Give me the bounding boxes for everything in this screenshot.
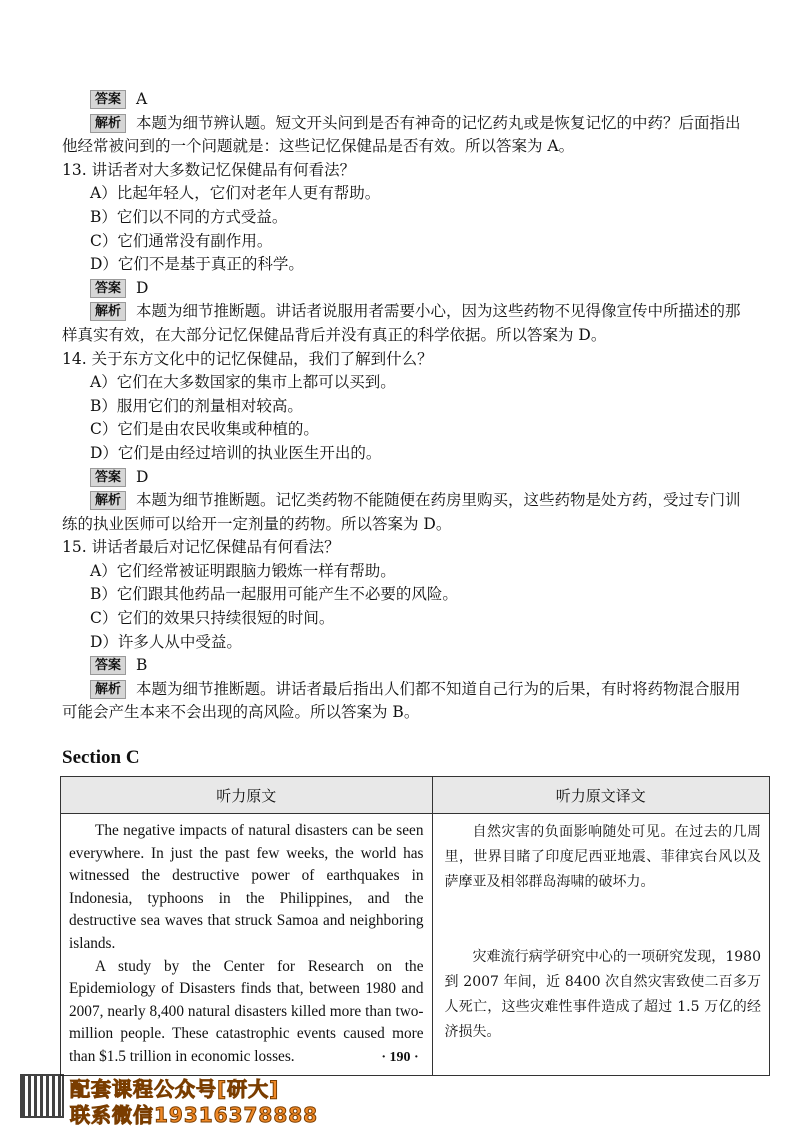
question-stem: 15. 讲话者最后对记忆保健品有何看法？ xyxy=(62,538,340,557)
analysis-line xyxy=(62,135,774,159)
answer-line xyxy=(62,277,774,301)
option-item: A）它们在大多数国家的集市上都可以买到。 xyxy=(90,373,396,392)
option-item: C）它们的效果只持续很短的时间。 xyxy=(90,609,335,628)
option-item: D）它们是由经过培训的执业医生开出的。 xyxy=(90,443,382,462)
analysis-paragraph xyxy=(62,300,774,347)
option-item: B）它们以不同的方式受益。 xyxy=(90,207,288,226)
translation-paragraph: 自然灾害的负面影响随处可见。在过去的几周里，世界目睹了印度尼西亚地震、菲律宾台风以及萨摩亚及相邻群岛海啸的破坏力。 xyxy=(444,824,761,890)
option-item: B）服用它们的剂量相对较高。 xyxy=(90,396,303,415)
analysis-tag: 解析 xyxy=(90,680,126,699)
page-number: · 190 · xyxy=(381,1050,419,1065)
qr-code-icon xyxy=(20,1074,64,1118)
option-item: D）它们不是基于真正的科学。 xyxy=(90,255,304,274)
option-item: C）它们是由农民收集或种植的。 xyxy=(90,420,319,439)
analysis-line xyxy=(62,489,774,513)
answer-line xyxy=(62,88,774,112)
page-content xyxy=(62,88,774,795)
analysis-text: 本题为细节推断题。讲话者最后指出人们都不知道自己行为的后果，有时将药物混合服用 xyxy=(136,679,741,698)
analysis-text: 可能会产生本来不会出现的高风险。所以答案为 B。 xyxy=(62,703,420,722)
question-stem: 13. 讲话者对大多数记忆保健品有何看法？ xyxy=(62,160,356,179)
qa-blocks xyxy=(62,88,774,725)
analysis-line xyxy=(62,513,774,537)
translation-paragraph: 灾难流行病学研究中心的一项研究发现，1980 到 2007 年间，近 8400 次自然灾害致使二百多万人死亡，这些灾难性事件造成了超过 1.5 万亿的经济损失。 xyxy=(444,949,761,1040)
analysis-tag: 解析 xyxy=(90,302,126,321)
analysis-text: 练的执业医师可以给开一定剂量的药物。所以答案为 D。 xyxy=(62,514,452,533)
analysis-paragraph xyxy=(62,112,774,159)
answer-value: D xyxy=(136,467,149,486)
analysis-text: 本题为细节推断题。记忆类药物不能随便在药房里购买，这些药物是处方药，受过专门训 xyxy=(136,491,741,510)
analysis-line xyxy=(62,300,774,324)
analysis-paragraph xyxy=(62,678,774,725)
original-paragraph: A study by the Center for Research on the Epidemiology of Disasters finds that, between 1980 and 2007, nearly 8,400 natural disasters killed more than two-million people. These catastrophic events caused more than $1.5 trillion in economic losses. xyxy=(69,957,424,1065)
answer-tag: 答案 xyxy=(90,90,126,109)
analysis-line xyxy=(62,678,774,702)
analysis-text: 本题为细节推断题。讲话者说服用者需要小心，因为这些药物不见得像宣传中所描述的那 xyxy=(136,302,741,321)
watermark-line: 配套课程公众号[研大] xyxy=(70,1077,280,1101)
answer-value: B xyxy=(136,656,148,675)
answer-tag: 答案 xyxy=(90,468,126,487)
option-item: C）它们通常没有副作用。 xyxy=(90,231,273,250)
analysis-line xyxy=(62,701,774,725)
analysis-paragraph xyxy=(62,489,774,536)
transcript-table xyxy=(60,776,770,1076)
answer-tag: 答案 xyxy=(90,279,126,298)
answer-value: A xyxy=(136,90,148,108)
analysis-tag: 解析 xyxy=(90,491,126,510)
col-header-translation: 听力原文译文 xyxy=(432,777,770,814)
option-item: D）许多人从中受益。 xyxy=(90,632,242,651)
option-item: A）比起年轻人，它们对老年人更有帮助。 xyxy=(90,184,381,203)
analysis-text: 本题为细节辨认题。短文开头问到是否有神奇的记忆药丸或是恢复记忆的中药？后面指出 xyxy=(136,113,741,132)
answer-line xyxy=(62,466,774,490)
answer-line xyxy=(62,654,774,678)
section-title: Section C xyxy=(62,747,140,769)
watermark-line: 联系微信19316378888 xyxy=(70,1103,319,1127)
original-text-cell xyxy=(61,814,433,1076)
original-paragraph: The negative impacts of natural disasters can be seen everywhere. In just the past few weeks, the world has witnessed the destructive power of earthquakes in Indonesia, typhoons in the Philippines, and the destructive sea waves that struck Samoa and neighboring islands. xyxy=(69,822,424,952)
question-stem: 14. 关于东方文化中的记忆保健品，我们了解到什么？ xyxy=(62,349,433,368)
analysis-text: 样真实有效，在大部分记忆保健品背后并没有真正的科学依据。所以答案为 D。 xyxy=(62,325,607,344)
analysis-line xyxy=(62,112,774,136)
option-item: A）它们经常被证明跟脑力锻炼一样有帮助。 xyxy=(90,561,396,580)
col-header-original: 听力原文 xyxy=(61,777,433,814)
answer-tag: 答案 xyxy=(90,656,126,675)
option-item: B）它们跟其他药品一起服用可能产生不必要的风险。 xyxy=(90,585,458,604)
analysis-line xyxy=(62,324,774,348)
translation-text-cell xyxy=(432,814,770,1076)
analysis-text: 他经常被问到的一个问题就是：这些记忆保健品是否有效。所以答案为 A。 xyxy=(62,137,575,156)
answer-value: D xyxy=(136,278,149,297)
analysis-tag: 解析 xyxy=(90,114,126,133)
